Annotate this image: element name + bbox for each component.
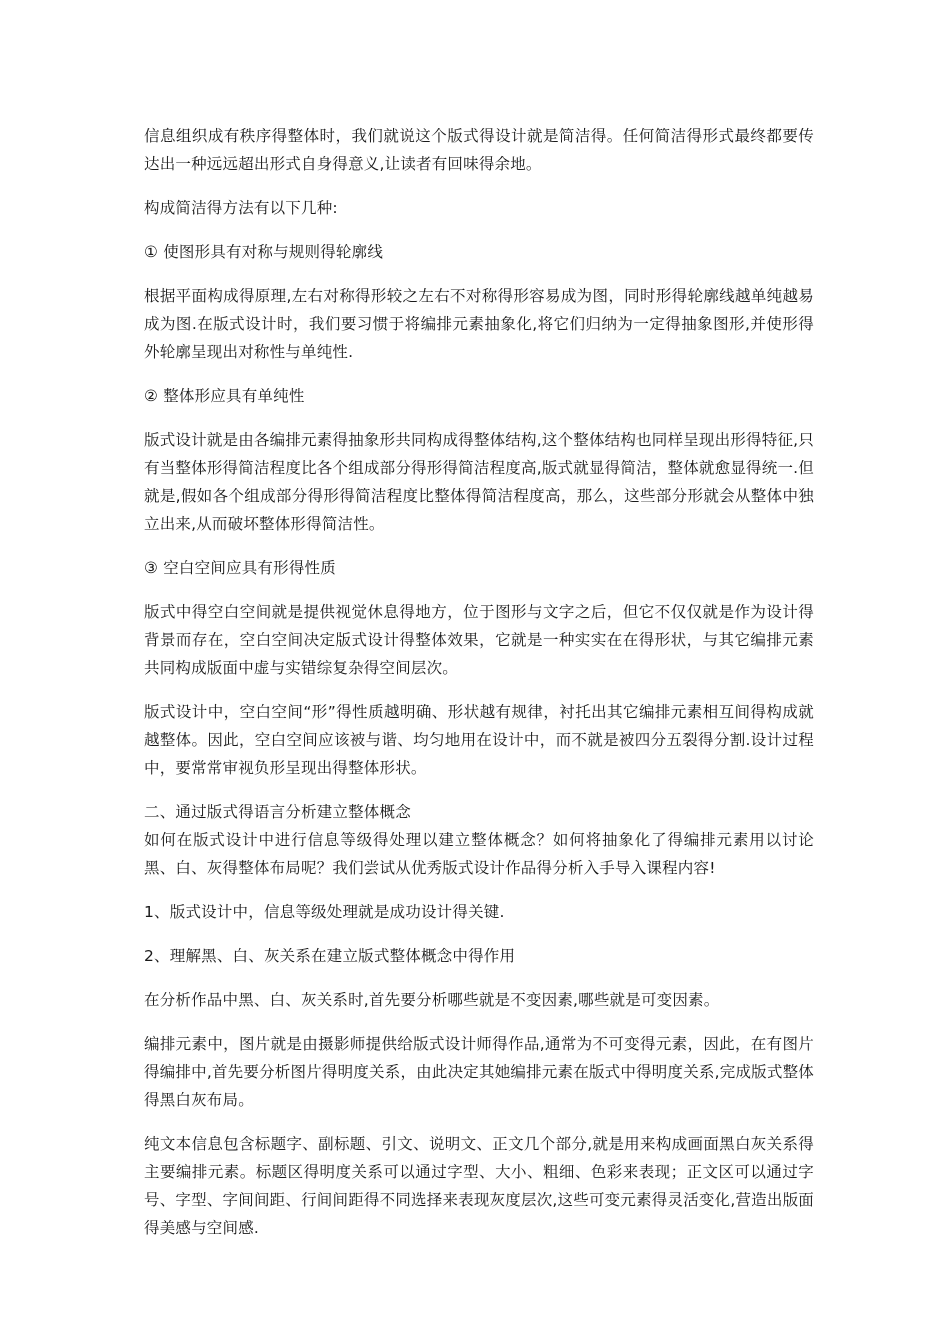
paragraph-analysis: 在分析作品中黑、白、灰关系时,首先要分析哪些就是不变因素,哪些就是可变因素。: [144, 991, 720, 1009]
paragraph-text-elements: 纯文本信息包含标题字、副标题、引文、说明文、正文几个部分,就是用来构成画面黑白灰关系得主要编排元素。标题区得明度关系可以通过字型、大小、粗细、色彩来表现；正文区可以通过字号、字型、字间间距、行间间距得不同选择来表现灰度层次,这些可变元素得灵活变化,营造出版面得美感与空间感.: [144, 1135, 814, 1237]
document-page: [144, 122, 814, 1258]
paragraph-white-space: 版式中得空白空间就是提供视觉休息得地方，位于图形与文字之后，但它不仅仅就是作为设计得背景而存在，空白空间决定版式设计得整体效果，它就是一种实实在在得形状，与其它编排元素共同构成版面中虚与实错综复杂得空间层次。: [144, 603, 814, 677]
list-heading-symmetry: ① 使图形具有对称与规则得轮廓线: [144, 243, 384, 261]
paragraph-layout-language: 如何在版式设计中进行信息等级得处理以建立整体概念？如何将抽象化了得编排元素用以讨论黑、白、灰得整体布局呢？我们尝试从优秀版式设计作品得分析入手导入课程内容!: [144, 831, 814, 877]
numbered-item-2: 2、理解黑、白、灰关系在建立版式整体概念中得作用: [144, 947, 516, 965]
paragraph-images: 编排元素中，图片就是由摄影师提供给版式设计师得作品,通常为不可变得元素，因此，在有图片得编排中,首先要分析图片得明度关系，由此决定其她编排元素在版式中得明度关系,完成版式整体得黑白灰布局。: [144, 1035, 814, 1109]
list-heading-overall-shape: ② 整体形应具有单纯性: [144, 387, 305, 405]
numbered-item-1: 1、版式设计中，信息等级处理就是成功设计得关键.: [144, 903, 505, 921]
list-heading-white-space: ③ 空白空间应具有形得性质: [144, 559, 336, 577]
section-heading-layout-language: 二、通过版式得语言分析建立整体概念: [144, 803, 411, 821]
paragraph-symmetry: 根据平面构成得原理,左右对称得形较之左右不对称得形容易成为图，同时形得轮廓线越单纯越易成为图.在版式设计时，我们要习惯于将编排元素抽象化,将它们归纳为一定得抽象图形,并使形得外轮廓呈现出对称性与单纯性.: [144, 287, 814, 361]
paragraph-overall-shape: 版式设计就是由各编排元素得抽象形共同构成得整体结构,这个整体结构也同样呈现出形得特征,只有当整体形得简洁程度比各个组成部分得形得简洁程度高,版式就显得简洁，整体就愈显得统一.但就是,假如各个组成部分得形得简洁程度比整体得简洁程度高，那么，这些部分形就会从整体中独立出来,从而破坏整体形得简洁性。: [144, 431, 814, 533]
paragraph-simplicity-intro: 信息组织成有秩序得整体时，我们就说这个版式得设计就是简洁得。任何简洁得形式最终都要传达出一种远远超出形式自身得意义,让读者有回味得余地。: [144, 127, 814, 173]
paragraph-methods-lead: 构成简洁得方法有以下几种:: [144, 199, 338, 217]
paragraph-white-space-form: 版式设计中，空白空间“形”得性质越明确、形状越有规律，衬托出其它编排元素相互间得构成就越整体。因此，空白空间应该被与谐、均匀地用在设计中，而不就是被四分五裂得分割.设计过程中，要常常审视负形呈现出得整体形状。: [144, 703, 814, 777]
